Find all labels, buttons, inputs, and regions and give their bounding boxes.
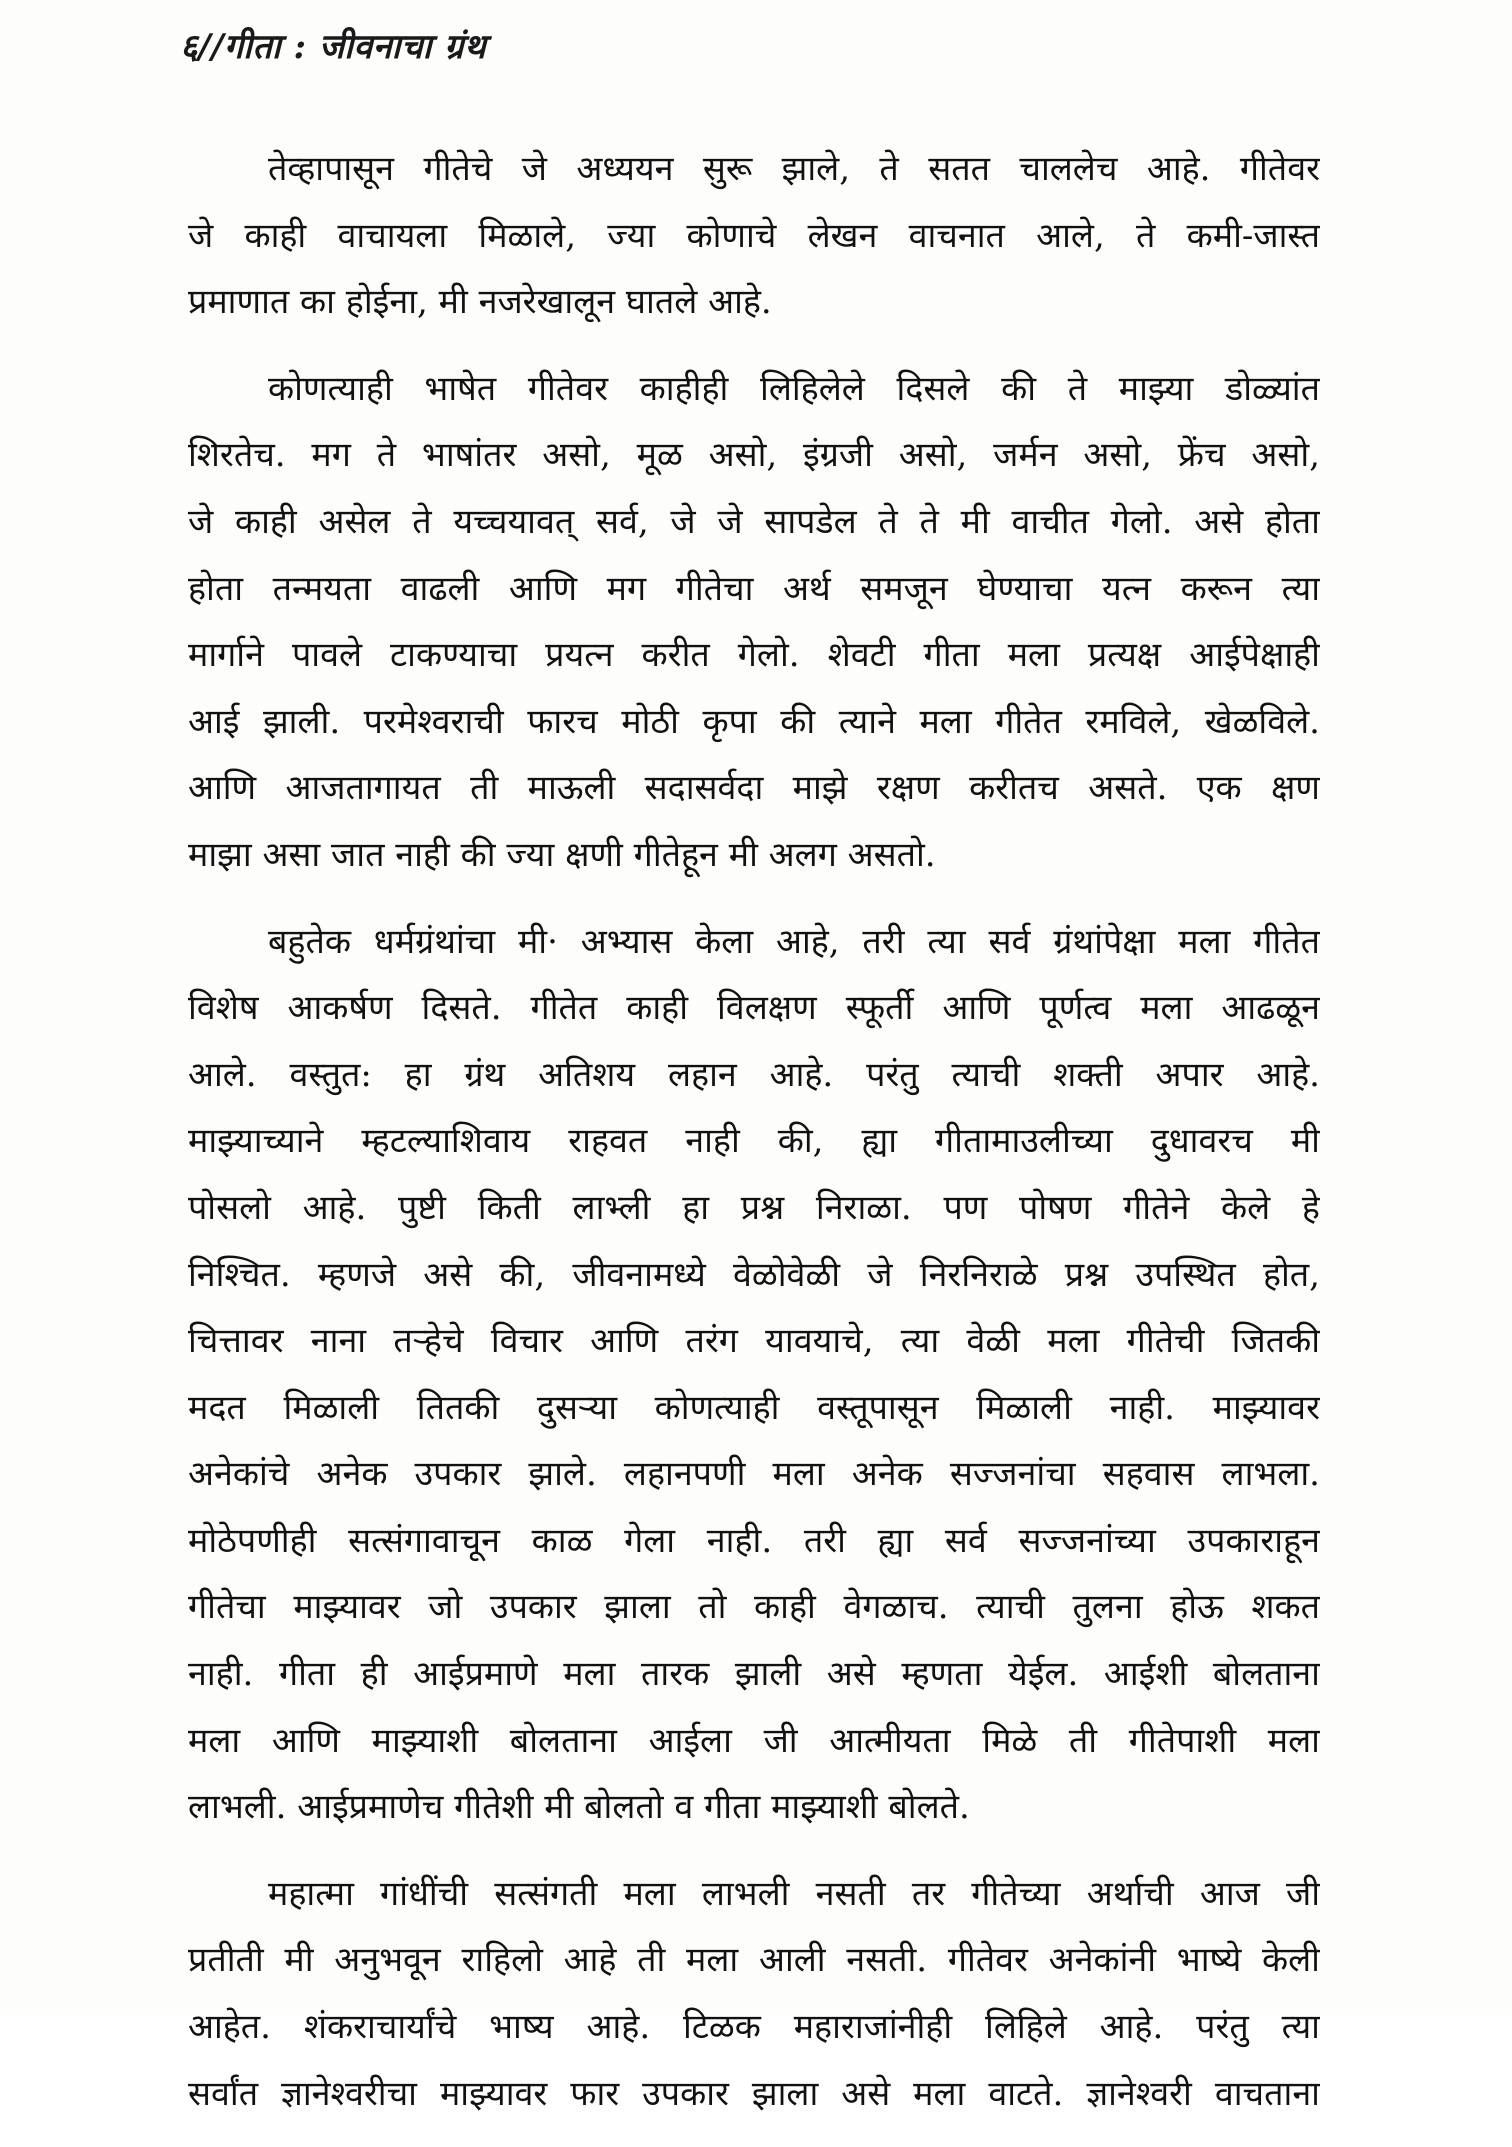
running-header: ६//गीता : जीवनाचा ग्रंथ — [180, 27, 487, 67]
text-line: प्रतीती मी अनुभवून राहिलो आहे ती मला आली नसती. गीतेवर अनेकांनी भाष्ये केली — [188, 1940, 1320, 1981]
text-line: माझा असा जात नाही की ज्या क्षणी गीतेहून मी अलग असतो. — [188, 834, 936, 875]
text-line: आले. वस्तुत: हा ग्रंथ अतिशय लहान आहे. परंतु त्याची शक्ती अपार आहे. — [188, 1054, 1320, 1095]
text-line: मोठेपणीही सत्संगावाचून काळ गेला नाही. तरी ह्या सर्व सज्जनांच्या उपकाराहून — [188, 1520, 1320, 1561]
text-line: आई झाली. परमेश्वराची फारच मोठी कृपा की त्याने मला गीतेत रमविले, खेळविले. — [188, 701, 1320, 742]
text-line: अनेकांचे अनेक उपकार झाले. लहानपणी मला अनेक सज्जनांचा सहवास लाभला. — [188, 1454, 1320, 1495]
paragraph-2 — [188, 356, 1320, 889]
paragraph-4 — [188, 1861, 1320, 2127]
text-line: आणि आजतागायत ती माऊली सदासर्वदा माझे रक्षण करीतच असते. एक क्षण — [188, 768, 1320, 809]
text-line: मदत मिळाली तितकी दुसऱ्या कोणत्याही वस्तूपासून मिळाली नाही. माझ्यावर — [188, 1387, 1320, 1428]
text-line: कोणत्याही भाषेत गीतेवर काहीही लिहिलेले दिसले की ते माझ्या डोळ्यांत — [268, 368, 1320, 409]
text-line: नाही. गीता ही आईप्रमाणे मला तारक झाली असे म्हणता येईल. आईशी बोलताना — [188, 1654, 1320, 1695]
text-line: सर्वांत ज्ञानेश्वरीचा माझ्यावर फार उपकार झाला असे मला वाटते. ज्ञानेश्वरी वाचताना — [188, 2073, 1320, 2114]
paragraph-3 — [188, 909, 1320, 1841]
text-line: निश्चित. म्हणजे असे की, जीवनामध्ये वेळोवेळी जे निरनिराळे प्रश्न उपस्थित होत, — [188, 1254, 1320, 1295]
text-line: जे काही वाचायला मिळाले, ज्या कोणाचे लेखन वाचनात आले, ते कमी-जास्त — [188, 215, 1320, 256]
text-line: चित्तावर नाना तऱ्हेचे विचार आणि तरंग यावयाचे, त्या वेळी मला गीतेची जितकी — [188, 1321, 1320, 1362]
text-line: महात्मा गांधींची सत्संगती मला लाभली नसती तर गीतेच्या अर्थाची आज जी — [268, 1873, 1320, 1914]
text-line: मला आणि माझ्याशी बोलताना आईला जी आत्मीयता मिळे ती गीतेपाशी मला — [188, 1720, 1320, 1761]
text-line: विशेष आकर्षण दिसते. गीतेत काही विलक्षण स्फूर्ती आणि पूर्णत्व मला आढळून — [188, 988, 1320, 1029]
text-line: तेव्हापासून गीतेचे जे अध्ययन सुरू झाले, ते सतत चाललेच आहे. गीतेवर — [268, 149, 1320, 189]
paragraph-1 — [188, 136, 1320, 336]
text-line: जे काही असेल ते यच्चयावत् सर्व, जे जे सापडेल ते ते मी वाचीत गेलो. असे होता — [188, 501, 1320, 542]
text-line: लाभली. आईप्रमाणेच गीतेशी मी बोलतो व गीता माझ्याशी बोलते. — [188, 1787, 970, 1828]
text-line: माझ्याच्याने म्हटल्याशिवाय राहवत नाही की, ह्या गीतामाउलीच्या दुधावरच मी — [188, 1121, 1320, 1162]
text-line: बहुतेक धर्मग्रंथांचा मी· अभ्यास केला आहे, तरी त्या सर्व ग्रंथांपेक्षा मला गीतेत — [268, 921, 1320, 962]
text-line: गीतेचा माझ्यावर जो उपकार झाला तो काही वेगळाच. त्याची तुलना होऊ शकत — [188, 1587, 1320, 1628]
text-line: प्रमाणात का होईना, मी नजरेखालून घातले आहे. — [188, 282, 772, 323]
text-line: मार्गाने पावले टाकण्याचा प्रयत्न करीत गेलो. शेवटी गीता मला प्रत्यक्ष आईपेक्षाही — [188, 635, 1320, 676]
text-line: आहेत. शंकराचार्यांचे भाष्य आहे. टिळक महाराजांनीही लिहिले आहे. परंतु त्या — [188, 2007, 1320, 2048]
body-text — [188, 136, 1320, 2147]
text-line: शिरतेच. मग ते भाषांतर असो, मूळ असो, इंग्रजी असो, जर्मन असो, फ्रेंच असो, — [188, 435, 1320, 476]
text-line: होता तन्मयता वाढली आणि मग गीतेचा अर्थ समजून घेण्याचा यत्न करून त्या — [188, 568, 1320, 609]
text-line: पोसलो आहे. पुष्टी किती लाभ्ली हा प्रश्न निराळा. पण पोषण गीतेने केले हे — [188, 1187, 1320, 1228]
